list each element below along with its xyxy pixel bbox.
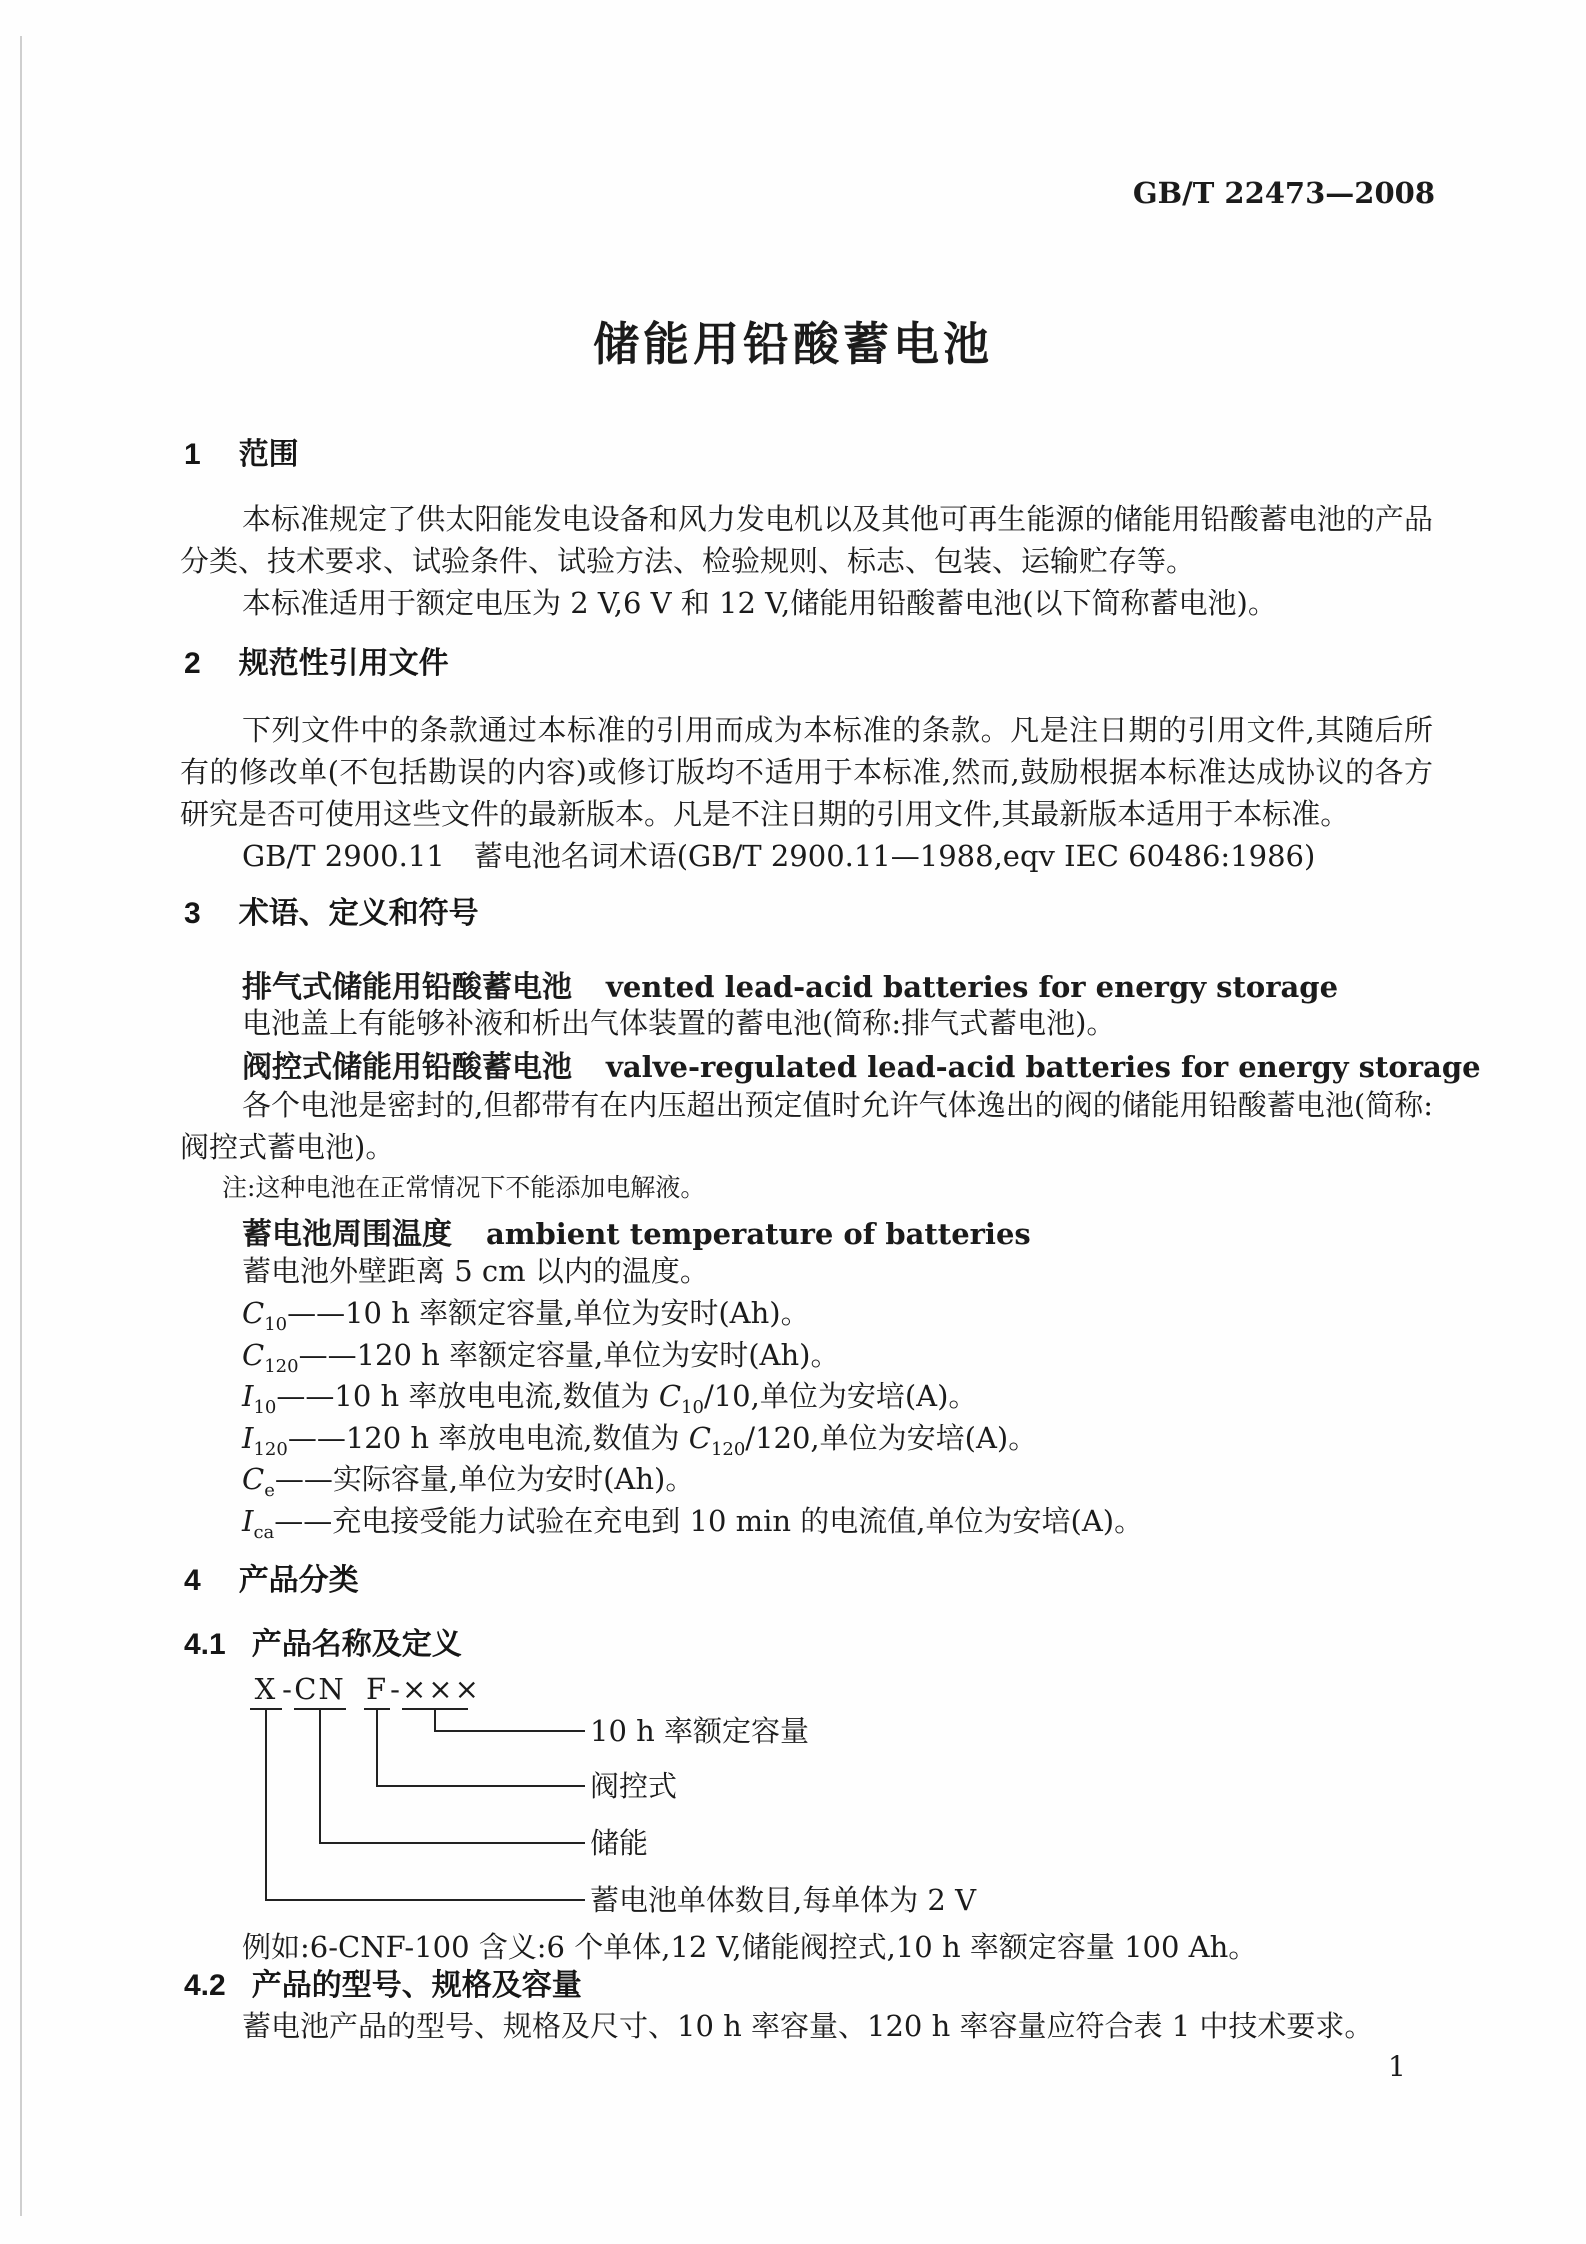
section-2-number: 2 [184,647,201,680]
term-vented-definition: 电池盖上有能够补液和析出气体装置的蓄电池(简称:排气式蓄电池)。 [242,1006,1116,1040]
term-vented [180,962,1338,1006]
section-4-2-title: 产品的型号、规格及容量 [251,1969,582,2002]
formula-valve-code: F [364,1672,390,1710]
symbol-ce: $C_e$ [242,1462,275,1501]
document-title: 储能用铅酸蓄电池 [593,318,993,370]
section-3-heading [184,896,479,932]
symbol-row-c120 [180,1334,1433,1376]
normative-references-paragraph: 下列文件中的条款通过本标准的引用而成为本标准的条款。凡是注日期的引用文件,其随后所有的修改单(不包括勘误的内容)或修订版均不适用于本标准,然而,鼓励根据本标准达成协议的各方研究是否可使用这些文件的最新版本。凡是不注日期的引用文件,其最新版本适用于本标准。 [180,713,1433,831]
formula-cell-count-code: X [250,1672,282,1710]
standard-code-header: GB/T 22473—2008 [1132,176,1435,210]
scope-paragraph-1: 本标准规定了供太阳能发电设备和风力发电机以及其他可再生能源的储能用铅酸蓄电池的产品分类、技术要求、试验条件、试验方法、检验规则、标志、包装、运输贮存等。 [180,502,1433,578]
section-4-1-number: 4.1 [184,1628,226,1661]
term-ambient-temperature [180,1209,1031,1253]
symbol-i120: $I_{120}$ [242,1421,288,1460]
section-4-number: 4 [184,1564,201,1597]
symbol-i120-post: /120,单位为安培(A)。 [745,1421,1038,1455]
note-line: 注:这种电池在正常情况下不能添加电解液。 [222,1173,706,1202]
symbol-c120-description: ——120 h 率额定容量,单位为安时(Ah)。 [298,1338,840,1372]
section-4-title: 产品分类 [238,1564,359,1597]
term-valve-regulated [180,1042,1481,1086]
diagram-label-valve-regulated: 阀控式 [590,1769,678,1803]
term-valve-regulated-zh: 阀控式储能用铅酸蓄电池 [242,1051,572,1084]
section-1-heading [184,437,299,473]
diagram-label-energy-storage: 储能 [590,1826,649,1860]
section-4-2-heading [184,1968,582,2004]
diagram-label-cell-count: 蓄电池单体数目,每单体为 2 V [590,1883,977,1917]
reference-item: GB/T 2900.11 蓄电池名词术语(GB/T 2900.11—1988,eqv IEC 60486:1986) [242,839,1316,873]
section-3-title: 术语、定义和符号 [238,897,479,930]
naming-example: 例如:6-CNF-100 含义:6 个单体,12 V,储能阀控式,10 h 率额定容量 100 Ah。 [242,1930,1258,1964]
symbol-row-ce [180,1458,1433,1500]
section-1-title: 范围 [238,438,299,471]
symbol-c10: $C_{10}$ [242,1296,288,1335]
section-2-title: 规范性引用文件 [238,647,449,680]
symbol-row-c10 [180,1292,1433,1334]
symbol-c120: $C_{120}$ [242,1338,299,1377]
symbol-ica: $I_{ca}$ [242,1504,275,1543]
symbol-ce-description: ——实际容量,单位为安时(Ah)。 [274,1462,695,1496]
scope-paragraph-2: 本标准适用于额定电压为 2 V,6 V 和 12 V,储能用铅酸蓄电池(以下简称蓄电池)。 [242,586,1277,620]
term-ambient-temperature-en: ambient temperature of batteries [486,1217,1031,1251]
symbol-i10-post: /10,单位为安培(A)。 [703,1379,978,1413]
symbol-i120-description: ——120 h 率放电电流,数值为 [287,1421,689,1455]
formula-hyphen-1: - [282,1672,294,1706]
term-ambient-temperature-definition: 蓄电池外壁距离 5 cm 以内的温度。 [242,1254,709,1288]
formula-storage-code: CN [294,1672,346,1710]
symbol-i10-mid: $C_{10}$ [658,1379,704,1418]
symbol-i10: $I_{10}$ [242,1379,277,1418]
section-4-heading [184,1563,359,1599]
model-designation-diagram [180,1664,1420,1924]
section-1-number: 1 [184,438,201,471]
section-4-2-number: 4.2 [184,1969,226,2002]
formula-capacity-code: ××× [402,1672,468,1710]
formula-hyphen-2: - [390,1672,402,1706]
symbol-row-i120 [180,1417,1433,1459]
section-3-number: 3 [184,897,201,930]
symbol-row-ica [180,1500,1433,1542]
term-valve-regulated-en: valve-regulated lead-acid batteries for energy storage [606,1050,1481,1084]
section-2-heading [184,646,449,682]
model-spec-paragraph: 蓄电池产品的型号、规格及尺寸、10 h 率容量、120 h 率容量应符合表 1 中技术要求。 [242,2009,1374,2043]
term-ambient-temperature-zh: 蓄电池周围温度 [242,1218,452,1251]
symbol-c10-description: ——10 h 率额定容量,单位为安时(Ah)。 [287,1296,810,1330]
symbol-i10-description: ——10 h 率放电电流,数值为 [276,1379,659,1413]
symbol-row-i10 [180,1375,1433,1417]
page-number: 1 [1388,2050,1406,2083]
term-vented-en: vented lead-acid batteries for energy storage [606,970,1339,1004]
diagram-label-rated-capacity: 10 h 率额定容量 [590,1714,810,1748]
term-valve-regulated-definition: 各个电池是密封的,但都带有在内压超出预定值时允许气体逸出的阀的储能用铅酸蓄电池(简称:阀控式蓄电池)。 [180,1088,1433,1164]
symbol-ica-description: ——充电接受能力试验在充电到 10 min 的电流值,单位为安培(A)。 [274,1504,1144,1538]
section-4-1-title: 产品名称及定义 [251,1628,462,1661]
symbol-i120-mid: $C_{120}$ [688,1421,746,1460]
term-vented-zh: 排气式储能用铅酸蓄电池 [242,971,572,1004]
section-4-1-heading [184,1627,462,1663]
